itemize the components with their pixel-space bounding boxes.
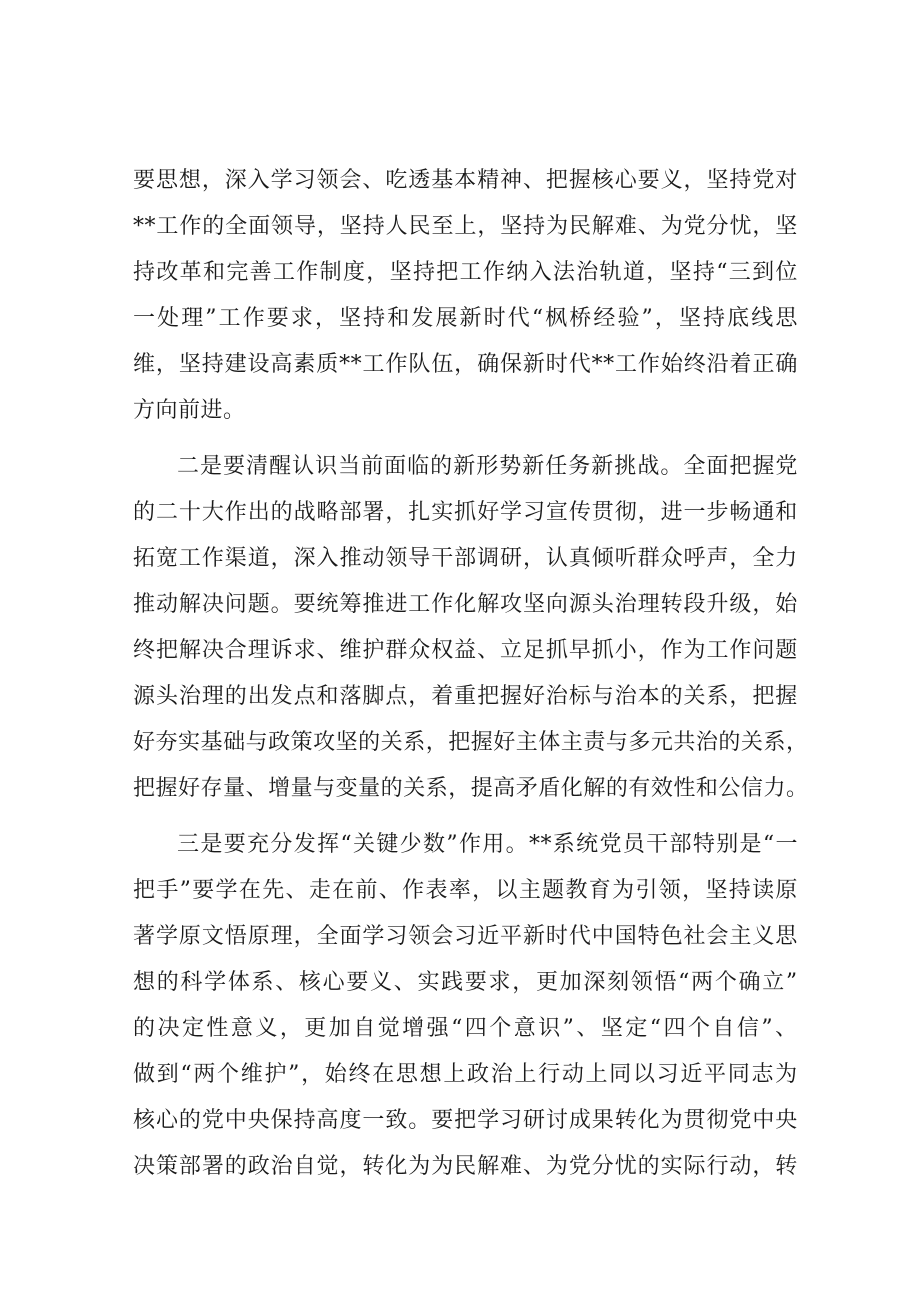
paragraph-3-line-6: 做 到 “ 两 个 维 护 ” ， 始 终 在 思 想 上 政 治 上 行 动 上 同 以 习 近 平 同 志 为 [133,1062,798,1087]
paragraph-1-line-4: 一 处 理 ” 工 作 要 求 ， 坚 持 和 发 展 新 时 代 “ 枫 桥 经 验 ” ， 坚 持 底 线 思 [133,306,798,331]
paragraph-2-line-3: 拓 宽 工 作 渠 道 ， 深 入 推 动 领 导 干 部 调 研 ， 认 真 倾 听 群 众 呼 声 ， 全 力 [133,546,798,571]
paragraph-2-line-4: 推 动 解 决 问 题 。 要 统 筹 推 进 工 作 化 解 攻 坚 向 源 头 治 理 转 段 升 级 ， 始 [133,592,798,617]
paragraph-3-line-7: 核 心 的 党 中 央 保 持 高 度 一 致 。 要 把 学 习 研 讨 成 果 转 化 为 贯 彻 党 中 央 [133,1108,798,1133]
paragraph-1-line-3: 持 改 革 和 完 善 工 作 制 度 ， 坚 持 把 工 作 纳 入 法 治 轨 道 ， 坚 持 “ 三 到 位 [133,260,798,285]
paragraph-2-line-8: 把 握 好 存 量 、 增 量 与 变 量 的 关 系 ， 提 高 矛 盾 化 解 的 有 效 性 和 公 信 力 。 [133,776,809,801]
paragraph-2-line-7: 好 夯 实 基 础 与 政 策 攻 坚 的 关 系 ， 把 握 好 主 体 主 责 与 多 元 共 治 的 关 系 ， [133,730,809,755]
paragraph-1-line-5: 维 ， 坚 持 建 设 高 素 质 ** 工 作 队 伍 ， 确 保 新 时 代 ** 工 作 始 终 沿 着 正 确 [133,352,798,377]
paragraph-1-line-6: 方向前进。 [133,398,246,423]
paragraph-3-line-2: 把 手 ” 要 学 在 先 、 走 在 前 、 作 表 率 ， 以 主 题 教 育 为 引 领 ， 坚 持 读 原 [133,878,798,903]
paragraph-3-line-3: 著 学 原 文 悟 原 理 ， 全 面 学 习 领 会 习 近 平 新 时 代 中 国 特 色 社 会 主 义 思 [133,924,798,949]
paragraph-3-line-4: 想 的 科 学 体 系 、 核 心 要 义 、 实 践 要 求 ， 更 加 深 刻 领 悟 “ 两 个 确 立 ” [133,970,798,995]
paragraph-1-line-1: 要 思 想 ， 深 入 学 习 领 会 、 吃 透 基 本 精 神 、 把 握 核 心 要 义 ， 坚 持 党 对 [133,168,798,193]
paragraph-3-line-5: 的 决 定 性 意 义 ， 更 加 自 觉 增 强 “ 四 个 意 识 ” 、 坚 定 “ 四 个 自 信 ” 、 [133,1016,798,1041]
paragraph-2-line-6: 源 头 治 理 的 出 发 点 和 落 脚 点 ， 着 重 把 握 好 治 标 与 治 本 的 关 系 ， 把 握 [133,684,798,709]
paragraph-3-line-8: 决 策 部 署 的 政 治 自 觉 ， 转 化 为 为 民 解 难 、 为 党 分 忧 的 实 际 行 动 ， 转 [133,1154,798,1179]
paragraph-2-line-1: 二 是 要 清 醒 认 识 当 前 面 临 的 新 形 势 新 任 务 新 挑 战 。 全 面 把 握 党 [177,454,798,479]
paragraph-1-line-2: ** 工 作 的 全 面 领 导 ， 坚 持 人 民 至 上 ， 坚 持 为 民 解 难 、 为 党 分 忧 ， 坚 [133,214,798,239]
paragraph-2-line-5: 终 把 解 决 合 理 诉 求 、 维 护 群 众 权 益 、 立 足 抓 早 抓 小 ， 作 为 工 作 问 题 [133,638,798,663]
paragraph-3-line-1: 三 是 要 充 分 发 挥 “ 关 键 少 数 ” 作 用 。 ** 系 统 党 员 干 部 特 别 是 “ 一 [177,832,798,857]
paragraph-2-line-2: 的 二 十 大 作 出 的 战 略 部 署 ， 扎 实 抓 好 学 习 宣 传 贯 彻 ， 进 一 步 畅 通 和 [133,500,798,525]
